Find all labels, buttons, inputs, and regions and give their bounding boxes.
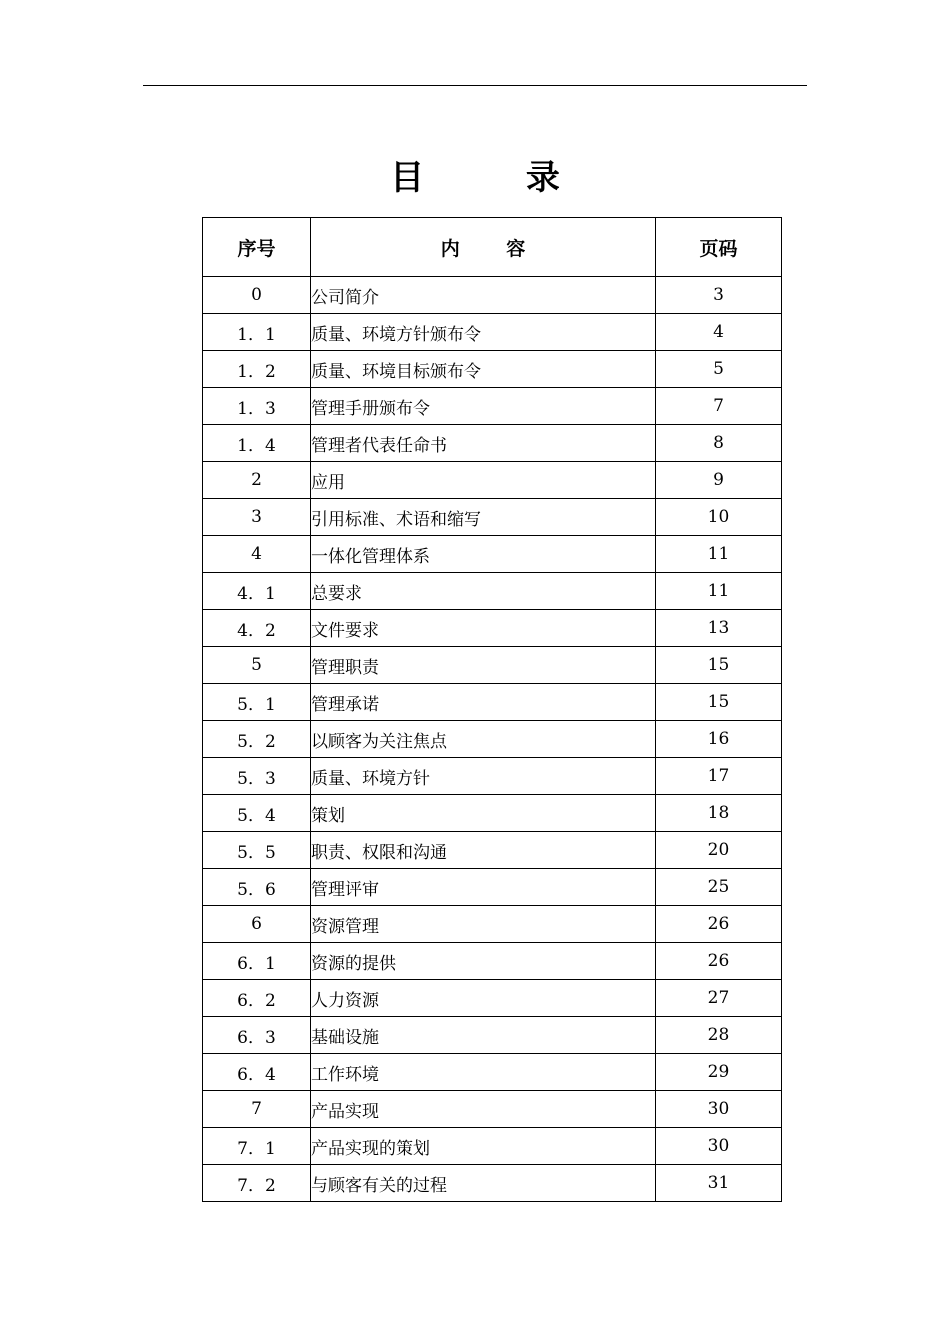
- table-row: [203, 314, 782, 351]
- toc-table: [202, 217, 782, 1202]
- table-row: [203, 536, 782, 573]
- header-number: 序号: [203, 218, 311, 277]
- page-number: 7: [656, 388, 782, 425]
- page-number: 16: [656, 721, 782, 758]
- section-number: 5．3: [203, 758, 311, 795]
- section-number: 5．6: [203, 869, 311, 906]
- section-number: 6．1: [203, 943, 311, 980]
- section-title: 以顾客为关注焦点: [311, 721, 656, 758]
- section-title: 引用标准、术语和缩写: [311, 499, 656, 536]
- page-number: 25: [656, 869, 782, 906]
- table-row: [203, 758, 782, 795]
- section-title: 管理评审: [311, 869, 656, 906]
- table-row: [203, 1165, 782, 1202]
- table-row: [203, 388, 782, 425]
- page-title: 目 录: [390, 158, 560, 198]
- page-number: 10: [656, 499, 782, 536]
- table-row: [203, 277, 782, 314]
- page-number: 9: [656, 462, 782, 499]
- table-row: [203, 980, 782, 1017]
- section-number: 1．4: [203, 425, 311, 462]
- page-number: 8: [656, 425, 782, 462]
- page-number: 3: [656, 277, 782, 314]
- page-number: 17: [656, 758, 782, 795]
- section-title: 基础设施: [311, 1017, 656, 1054]
- section-title: 文件要求: [311, 610, 656, 647]
- section-number: 0: [203, 277, 311, 314]
- table-row: [203, 573, 782, 610]
- section-title: 人力资源: [311, 980, 656, 1017]
- table-row: [203, 906, 782, 943]
- section-title: 策划: [311, 795, 656, 832]
- section-title: 工作环境: [311, 1054, 656, 1091]
- table-row: [203, 721, 782, 758]
- section-number: 6．4: [203, 1054, 311, 1091]
- section-number: 7: [203, 1091, 311, 1128]
- page-number: 15: [656, 684, 782, 721]
- section-title: 产品实现的策划: [311, 1128, 656, 1165]
- section-title: 一体化管理体系: [311, 536, 656, 573]
- section-number: 1．3: [203, 388, 311, 425]
- page-number: 18: [656, 795, 782, 832]
- table-row: [203, 943, 782, 980]
- section-title: 与顾客有关的过程: [311, 1165, 656, 1202]
- page-number: 13: [656, 610, 782, 647]
- section-number: 4．1: [203, 573, 311, 610]
- page-number: 20: [656, 832, 782, 869]
- table-row: [203, 499, 782, 536]
- page-number: 31: [656, 1165, 782, 1202]
- section-title: 资源管理: [311, 906, 656, 943]
- page-number: 30: [656, 1128, 782, 1165]
- page-number: 4: [656, 314, 782, 351]
- page-number: 15: [656, 647, 782, 684]
- section-title: 总要求: [311, 573, 656, 610]
- page-number: 5: [656, 351, 782, 388]
- section-title: 应用: [311, 462, 656, 499]
- section-title: 质量、环境目标颁布令: [311, 351, 656, 388]
- table-row: [203, 795, 782, 832]
- section-number: 1．1: [203, 314, 311, 351]
- section-number: 7．1: [203, 1128, 311, 1165]
- table-row: [203, 1128, 782, 1165]
- section-title: 职责、权限和沟通: [311, 832, 656, 869]
- section-number: 2: [203, 462, 311, 499]
- section-number: 6．2: [203, 980, 311, 1017]
- page-number: 11: [656, 536, 782, 573]
- table-row: [203, 610, 782, 647]
- section-title: 公司简介: [311, 277, 656, 314]
- header-content: 内 容: [311, 218, 656, 277]
- section-title: 质量、环境方针颁布令: [311, 314, 656, 351]
- toc-body: [203, 277, 782, 1202]
- table-row: [203, 684, 782, 721]
- section-number: 5: [203, 647, 311, 684]
- section-title: 质量、环境方针: [311, 758, 656, 795]
- section-title: 管理承诺: [311, 684, 656, 721]
- table-row: [203, 647, 782, 684]
- section-title: 资源的提供: [311, 943, 656, 980]
- table-row: [203, 462, 782, 499]
- table-row: [203, 351, 782, 388]
- page-number: 11: [656, 573, 782, 610]
- section-number: 5．5: [203, 832, 311, 869]
- section-number: 4．2: [203, 610, 311, 647]
- table-row: [203, 1091, 782, 1128]
- section-number: 6．3: [203, 1017, 311, 1054]
- table-row: [203, 425, 782, 462]
- table-row: [203, 1054, 782, 1091]
- section-number: 1．2: [203, 351, 311, 388]
- section-title: 管理手册颁布令: [311, 388, 656, 425]
- header-page: 页码: [656, 218, 782, 277]
- page-number: 27: [656, 980, 782, 1017]
- section-number: 5．2: [203, 721, 311, 758]
- page-number: 28: [656, 1017, 782, 1054]
- section-number: 5．4: [203, 795, 311, 832]
- page-number: 26: [656, 906, 782, 943]
- section-title: 管理者代表任命书: [311, 425, 656, 462]
- table-row: [203, 869, 782, 906]
- section-number: 6: [203, 906, 311, 943]
- section-title: 产品实现: [311, 1091, 656, 1128]
- section-number: 7．2: [203, 1165, 311, 1202]
- section-number: 4: [203, 536, 311, 573]
- toc-header-row: [203, 218, 782, 277]
- page-number: 29: [656, 1054, 782, 1091]
- table-row: [203, 1017, 782, 1054]
- section-title: 管理职责: [311, 647, 656, 684]
- page-number: 26: [656, 943, 782, 980]
- table-row: [203, 832, 782, 869]
- section-number: 3: [203, 499, 311, 536]
- section-number: 5．1: [203, 684, 311, 721]
- header-rule: [143, 85, 807, 86]
- page-number: 30: [656, 1091, 782, 1128]
